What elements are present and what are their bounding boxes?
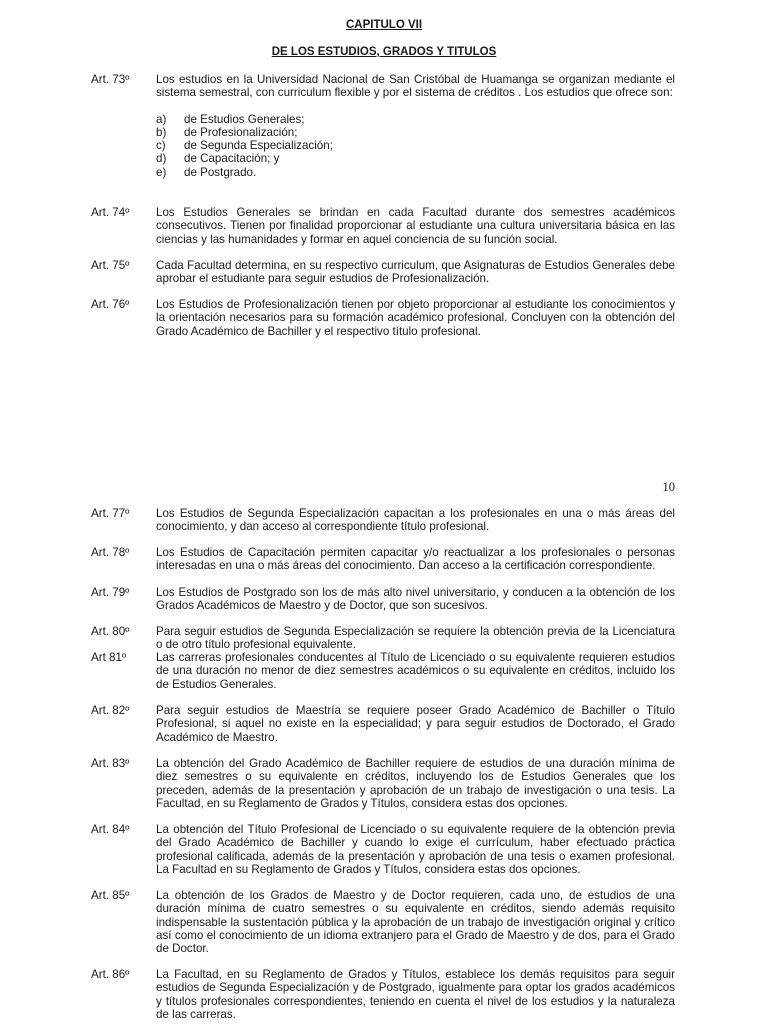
- article-79: [91, 586, 675, 613]
- list-item: b) de Profesionalización;: [156, 125, 298, 139]
- article-text: Los Estudios de Postgrado son los de más alto nivel universitario, y conducen a la obtención de los Grados Académicos de Maestro y de Doctor, que son sucesivos.: [156, 586, 675, 613]
- article-label: Art. 83º: [91, 757, 130, 770]
- article-text: La obtención del Título Profesional de Licenciado o su equivalente requiere de la obtención previa del Grado Académico de Bachiller y cuando lo exige el currículum, haber efectuado práctica profesional calificada, además de la presentación y aprobación de una tesis o examen profesional. La Facultad en su Reglamento de Grados y Títulos, considera estas dos opciones.: [156, 823, 675, 876]
- article-text: La obtención del Grado Académico de Bachiller requiere de estudios de una duración mínima de diez semestres o su equivalente en créditos, incluyendo los de Estudios Generales que los preceden, además de la presentación y aprobación de un trabajo de investigación o una tesis. La Facultad, en su Reglamento de Grados y Títulos, considera estas dos opciones.: [156, 757, 675, 810]
- article-text: Cada Facultad determina, en su respectivo curriculum, que Asignaturas de Estudios Generales debe aprobar el estudiante para seguir estudios de Profesionalización.: [156, 259, 675, 286]
- article-text: Para seguir estudios de Segunda Especialización se requiere la obtención previa de la Licenciatura o de otro título profesional equivalente.: [156, 625, 675, 652]
- article-text: Los Estudios de Segunda Especialización capacitan a los profesionales en una o más áreas del conocimiento, y dan acceso al correspondiente título profesional.: [156, 507, 675, 534]
- article-label: Art 81º: [91, 651, 127, 664]
- article-text: Los Estudios Generales se brindan en cada Facultad durante dos semestres académicos consecutivos. Tienen por finalidad proporcionar al estudiante una cultura universitaria básica en las ciencias y las humanidades y formar en aquel conciencia de su función social.: [156, 206, 675, 246]
- article-85: [91, 889, 675, 955]
- article-text: La Facultad, en su Reglamento de Grados y Títulos, establece los demás requisitos para seguir estudios de Segunda Especialización y de Postgrado, igualmente para optar los grados académicos y títulos profesionales correspondientes, teniendo en cuenta el nivel de los estudios y la naturaleza de las carreras.: [156, 968, 675, 1021]
- article-label: Art. 86º: [91, 968, 130, 981]
- chapter-subtitle: DE LOS ESTUDIOS, GRADOS Y TITULOS: [271, 46, 497, 58]
- article-label: Art. 74º: [91, 206, 130, 219]
- article-80: [91, 625, 675, 652]
- list-item: a) de Estudios Generales;: [156, 112, 305, 126]
- article-text: Las carreras profesionales conducentes al Título de Licenciado o su equivalente requieren estudios de una duración no menor de diez semestres académicos o su equivalente en créditos, incluido los de Estudios Generales.: [156, 651, 675, 691]
- article-text: Los Estudios de Profesionalización tienen por objeto proporcionar al estudiante los conocimientos y la orientación necesarios para su formación académico profesional. Concluyen con la obtención del Grado Académico de Bachiller y el respectivo título profesional.: [156, 298, 675, 338]
- article-label: Art. 85º: [91, 889, 130, 902]
- article-label: Art. 76º: [91, 298, 130, 311]
- article-label: Art. 78º: [91, 546, 130, 559]
- article-78: [91, 546, 675, 573]
- article-83: [91, 757, 675, 810]
- article-77: [91, 507, 675, 534]
- article-text: La obtención de los Grados de Maestro y de Doctor requieren, cada uno, de estudios de una duración mínima de cuatro semestres o su equivalente en créditos, siendo además requisito indispensable la sustentación pública y la aprobación de un trabajo de investigación original y crítico así como el conocimiento de un idioma extranjero para el Grado de Maestro y de dos, para el Grado de Doctor.: [156, 889, 675, 956]
- list-item: e) de Postgrado.: [156, 165, 257, 179]
- article-label: Art. 77º: [91, 507, 130, 520]
- article-label: Art. 73º: [91, 73, 130, 86]
- article-81: [91, 651, 675, 691]
- article-text: Los estudios en la Universidad Nacional de San Cristóbal de Huamanga se organizan mediante el sistema semestral, con curriculum flexible y por el sistema de créditos . Los estudios que ofrece son:: [156, 73, 675, 100]
- article-label: Art. 84º: [91, 823, 130, 836]
- article-label: Art. 82º: [91, 704, 130, 717]
- article-84: [91, 823, 675, 876]
- article-text: Los Estudios de Capacitación permiten capacitar y/o reactualizar a los profesionales o personas interesadas en una o más áreas del conocimiento. Dan acceso a la certificación correspondiente.: [156, 546, 675, 573]
- page-number: 10: [662, 480, 675, 494]
- article-76: [91, 298, 675, 338]
- article-74: [91, 206, 675, 246]
- list-item: d) de Capacitación; y: [156, 152, 280, 166]
- article-label: Art. 80º: [91, 625, 130, 638]
- article-86: [91, 968, 675, 1021]
- article-label: Art. 75º: [91, 259, 130, 272]
- list-item: c) de Segunda Especialización;: [156, 139, 333, 153]
- chapter-heading: CAPITULO VII: [345, 19, 423, 31]
- article-73: [91, 73, 675, 179]
- article-text: Para seguir estudios de Maestría se requiere poseer Grado Académico de Bachiller o Título Profesional, si aquel no existe en la especialidad; y para seguir estudios de Doctorado, el Grado Académico de Maestro.: [156, 704, 675, 744]
- article-82: [91, 704, 675, 744]
- study-types-list: [156, 113, 675, 179]
- article-75: [91, 259, 675, 286]
- article-body: [156, 73, 675, 179]
- article-label: Art. 79º: [91, 586, 130, 599]
